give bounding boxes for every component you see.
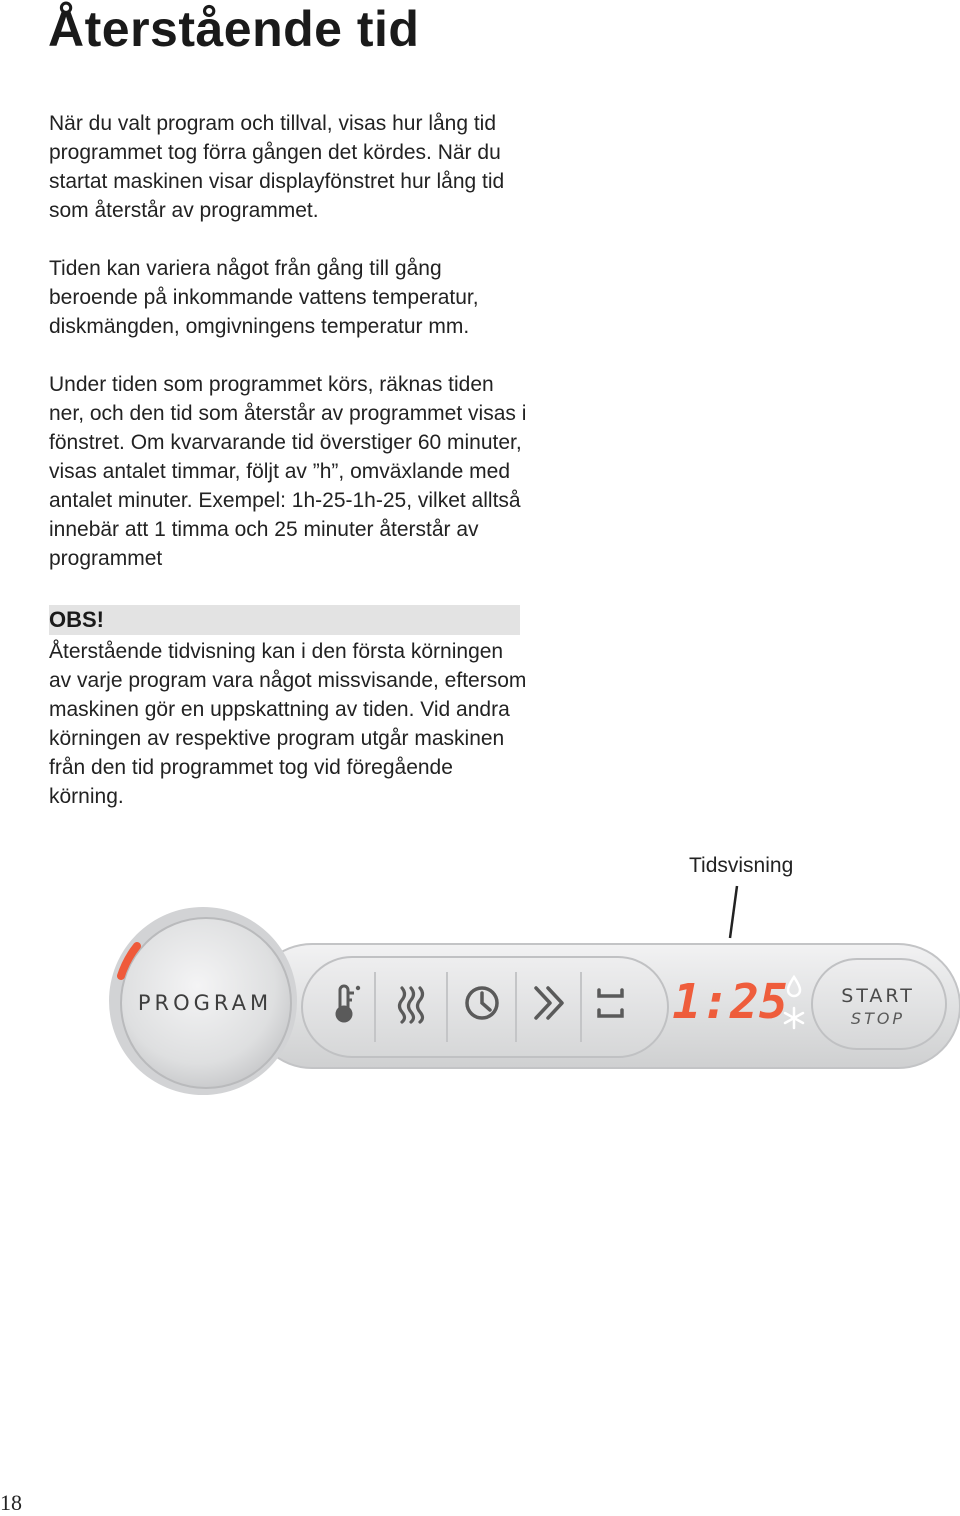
- control-panel-illustration: [0, 880, 960, 1110]
- note-text: Återstående tidvisning kan i den första körningen av varje program vara något missvisande, eftersom maskinen gör en uppskattning av tiden. Vid andra körningen av respektive program utgår maskinen från den tid programmet tog vid föregående körning.: [49, 640, 527, 808]
- time-display-value: 1:25: [672, 974, 788, 1030]
- page-title: Återstående tid: [48, 1, 420, 57]
- paragraph-variation: Tiden kan variera något från gång till gång beroende på inkommande vattens temperatur, diskmängden, omgivningens temperatur mm.: [49, 257, 479, 338]
- page-number: 18: [0, 1490, 22, 1515]
- paragraph-countdown: Under tiden som programmet körs, räknas tiden ner, och den tid som återstår av programmet visas i fönstret. Om kvarvarande tid överstiger 60 minuter, visas antalet timmar, följt av ”h”, omväxlande med antalet minuter. Exempel: 1h-25-1h-25, vilket alltså innebär att 1 timma och 25 minuter återstår av programmet: [49, 373, 527, 570]
- program-label: PROGRAM: [137, 991, 273, 1015]
- note-title: OBS!: [49, 607, 104, 632]
- start-label: START: [841, 985, 915, 1007]
- callout-line: [730, 886, 737, 938]
- note-heading-bar: [49, 605, 520, 635]
- paragraph-intro: När du valt program och tillval, visas hur lång tid programmet tog förra gången det kördes. När du startat maskinen visar displayfönstret hur lång tid som återstår av programmet.: [49, 112, 505, 222]
- callout-label-tidsvisning: Tidsvisning: [689, 854, 794, 877]
- time-display: [672, 974, 788, 1030]
- stop-label: STOP: [850, 1009, 906, 1028]
